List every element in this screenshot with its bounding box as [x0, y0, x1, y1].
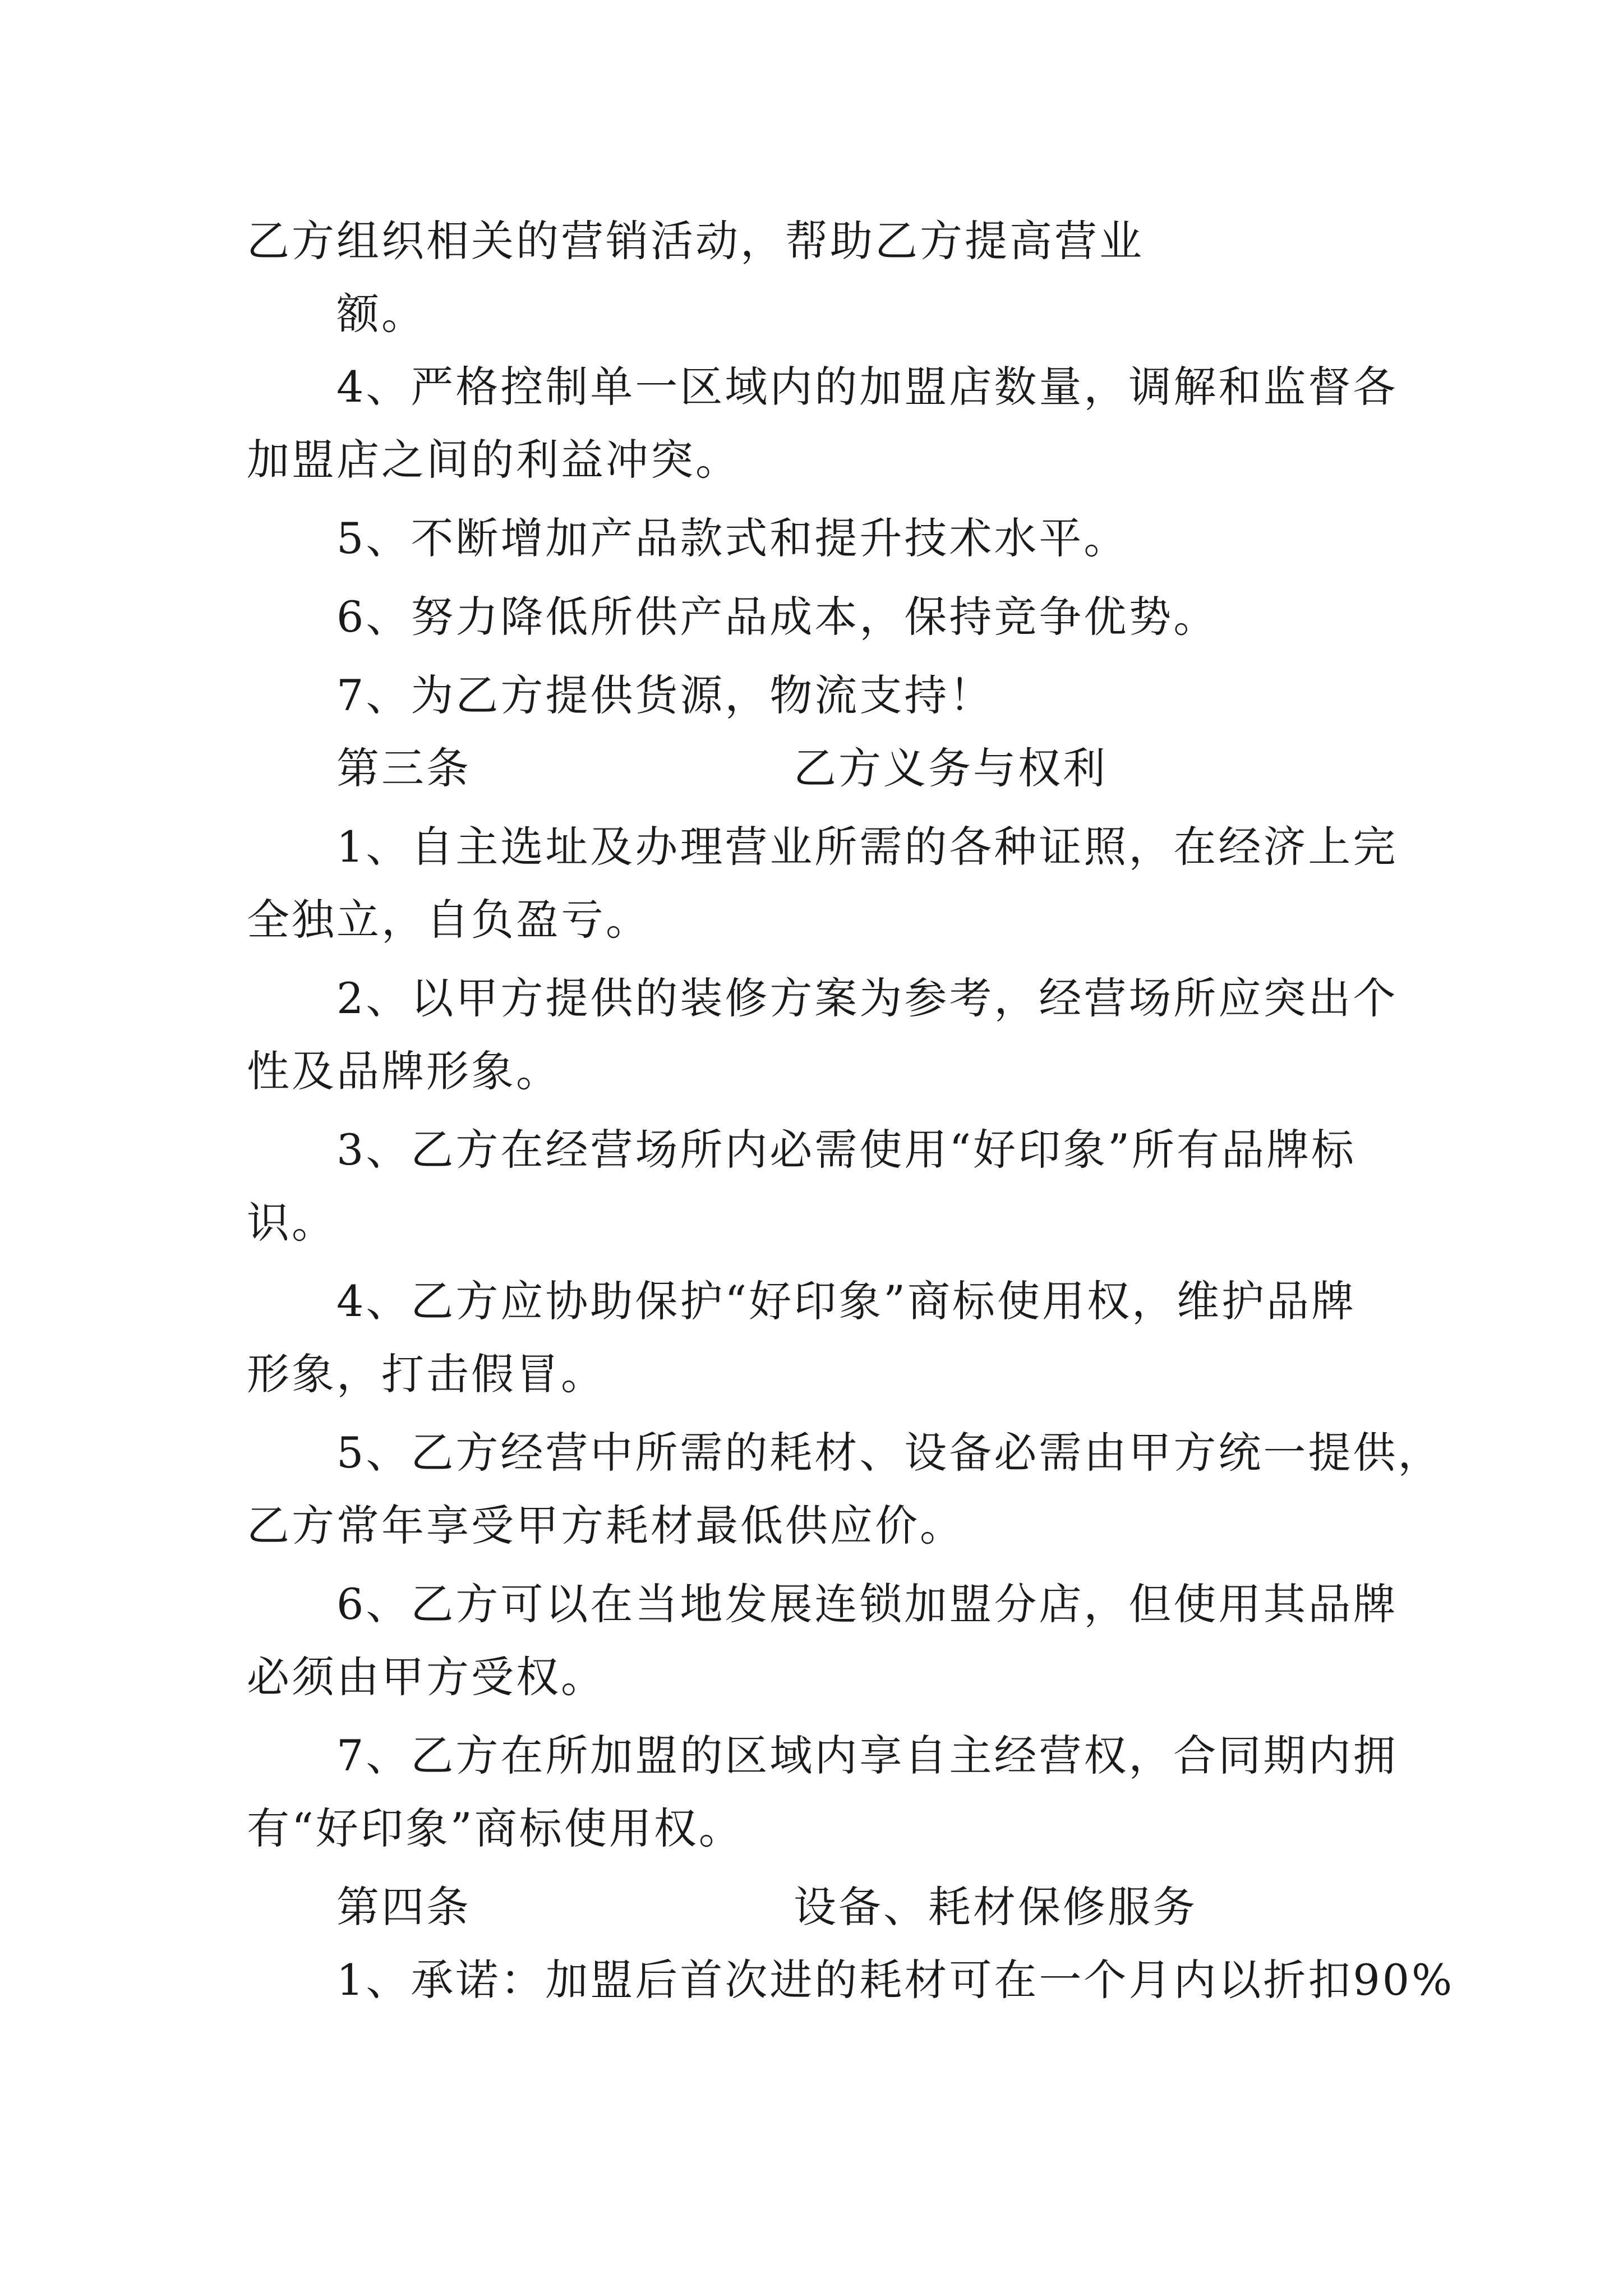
paragraph-line: 2、以甲方提供的装修方案为参考，经营场所应突出个 [336, 973, 1398, 1023]
paragraph-line: 3、乙方在经营场所内必需使用“好印象”所有品牌标 [336, 1125, 1357, 1175]
paragraph-line: 必须由甲方受权。 [247, 1652, 606, 1702]
paragraph-line: 形象，打击假冒。 [247, 1349, 606, 1399]
paragraph-line: 4、乙方应协助保护“好印象”商标使用权，维护品牌 [336, 1276, 1357, 1326]
paragraph-line: 全独立，自负盈亏。 [247, 895, 651, 945]
paragraph-line: 6、努力降低所供产品成本，保持竞争优势。 [336, 592, 1219, 642]
article-3-number: 第三条 [336, 743, 471, 793]
paragraph-line: 有“好印象”商标使用权。 [247, 1803, 744, 1853]
article-4-number: 第四条 [336, 1882, 471, 1932]
paragraph-line: 7、乙方在所加盟的区域内享自主经营权，合同期内拥 [336, 1731, 1398, 1780]
paragraph-line: 5、乙方经营中所需的耗材、设备必需由甲方统一提供， [336, 1428, 1443, 1478]
article-3-title: 乙方义务与权利 [794, 743, 1108, 793]
paragraph-line: 7、为乙方提供货源，物流支持！ [336, 670, 994, 720]
paragraph-line: 1、自主选址及办理营业所需的各种证照，在经济上完 [336, 822, 1398, 872]
paragraph-line: 1、承诺：加盟后首次进的耗材可在一个月内以折扣90% [336, 1955, 1455, 2005]
paragraph-line: 4、严格控制单一区域内的加盟店数量，调解和监督各 [336, 362, 1398, 412]
article-4-title: 设备、耗材保修服务 [794, 1882, 1197, 1932]
paragraph-line: 性及品牌形象。 [247, 1046, 561, 1096]
paragraph-line: 乙方常年享受甲方耗材最低供应价。 [247, 1501, 965, 1550]
paragraph-line: 加盟店之间的利益冲突。 [247, 435, 740, 485]
paragraph-line: 额。 [336, 289, 426, 339]
paragraph-line: 乙方组织相关的营销活动，帮助乙方提高营业 [247, 216, 1144, 266]
paragraph-line: 6、乙方可以在当地发展连锁加盟分店，但使用其品牌 [336, 1579, 1398, 1629]
paragraph-line: 5、不断增加产品款式和提升技术水平。 [336, 513, 1129, 563]
paragraph-line: 识。 [247, 1198, 336, 1248]
